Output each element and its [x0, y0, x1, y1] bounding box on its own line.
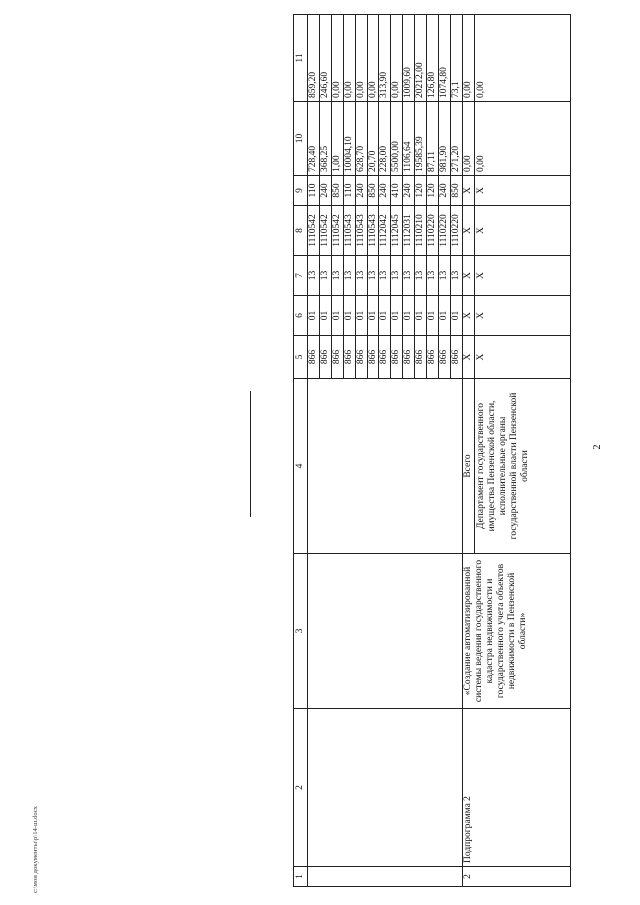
value-cell-col-11: 0,00 [462, 15, 474, 102]
value-cell-col-8: 1110542 [307, 206, 319, 256]
value-cell-col-6: X [462, 296, 474, 336]
value-cell-col-11: 20212,00 [415, 15, 427, 102]
value-cell-col-8: 1112031 [403, 206, 415, 256]
value-cell-col-7: 13 [343, 256, 355, 296]
value-cell-col-11: 246,60 [319, 15, 331, 102]
header-cell-4: 4 [294, 379, 308, 554]
value-cell-col-10: 728,40 [307, 102, 319, 176]
value-cell-col-6: 01 [439, 296, 451, 336]
value-cell-col-6: 01 [415, 296, 427, 336]
header-cell-9: 9 [294, 176, 308, 206]
value-cell-col-5: 866 [415, 336, 427, 379]
value-cell-col-8: X [474, 206, 570, 256]
value-cell-col-10: 87,11 [427, 102, 439, 176]
value-cell-col-6: 01 [379, 296, 391, 336]
header-cell-1: 1 [294, 867, 308, 887]
value-cell-col-8: 1110220 [450, 206, 462, 256]
value-cell-col-11: 859,20 [307, 15, 319, 102]
header-cell-11: 11 [294, 15, 308, 102]
value-cell-col-7: 13 [403, 256, 415, 296]
subprogram-name: Подпрограмма 2 [462, 709, 570, 867]
value-cell-col-7: X [462, 256, 474, 296]
budget-table [293, 14, 571, 887]
value-cell-col-9: 240 [319, 176, 331, 206]
value-cell-col-7: X [474, 256, 570, 296]
header-cell-3: 3 [294, 554, 308, 709]
value-cell-col-11: 1074,80 [439, 15, 451, 102]
value-cell-col-7: 13 [391, 256, 403, 296]
value-cell-col-10: 20,70 [367, 102, 379, 176]
value-cell-col-6: 01 [367, 296, 379, 336]
table-row [307, 15, 319, 887]
value-cell-col-11: 0,00 [391, 15, 403, 102]
value-cell-col-10: 0,00 [462, 102, 474, 176]
value-cell-col-5: 866 [367, 336, 379, 379]
value-cell-col-8: 1110220 [427, 206, 439, 256]
blank-cell [307, 709, 462, 867]
value-cell-col-11: 0,00 [355, 15, 367, 102]
value-cell-col-8: X [462, 206, 474, 256]
value-cell-col-9: 240 [379, 176, 391, 206]
value-cell-col-6: 01 [343, 296, 355, 336]
value-cell-col-7: 13 [319, 256, 331, 296]
value-cell-col-5: 866 [343, 336, 355, 379]
value-cell-col-9: 240 [355, 176, 367, 206]
value-cell-col-6: 01 [391, 296, 403, 336]
blank-cell [307, 379, 462, 554]
value-cell-col-7: 13 [367, 256, 379, 296]
value-cell-col-10: 228,00 [379, 102, 391, 176]
value-cell-col-6: 01 [355, 296, 367, 336]
value-cell-col-7: 13 [355, 256, 367, 296]
value-cell-col-5: 866 [403, 336, 415, 379]
value-cell-col-7: 13 [331, 256, 343, 296]
value-cell-col-8: 1110542 [319, 206, 331, 256]
value-cell-col-10: 271,20 [450, 102, 462, 176]
value-cell-col-8: 1112045 [391, 206, 403, 256]
header-cell-6: 6 [294, 296, 308, 336]
value-cell-col-5: 866 [391, 336, 403, 379]
value-cell-col-10: 19585,39 [415, 102, 427, 176]
value-cell-col-9: 110 [307, 176, 319, 206]
value-cell-col-5: 866 [331, 336, 343, 379]
value-cell-col-11: 0,00 [474, 15, 570, 102]
value-cell-col-11: 0,00 [343, 15, 355, 102]
value-cell-col-10: 1106,64 [403, 102, 415, 176]
value-cell-col-11: 73,1 [450, 15, 462, 102]
value-cell-col-9: X [462, 176, 474, 206]
value-cell-col-6: X [474, 296, 570, 336]
value-cell-col-10: 628,70 [355, 102, 367, 176]
value-cell-col-7: 13 [307, 256, 319, 296]
value-cell-col-10: 368,25 [319, 102, 331, 176]
value-cell-col-9: 120 [415, 176, 427, 206]
value-cell-col-7: 13 [427, 256, 439, 296]
value-cell-col-11: 0,00 [367, 15, 379, 102]
signature-line [250, 391, 251, 517]
page-number: 2 [592, 444, 603, 450]
subprogram-row [462, 15, 474, 887]
value-cell-col-6: 01 [450, 296, 462, 336]
value-cell-col-9: 120 [427, 176, 439, 206]
value-cell-col-8: 1112042 [379, 206, 391, 256]
header-cell-2: 2 [294, 709, 308, 867]
subprogram-number: 2 [462, 867, 570, 887]
value-cell-col-8: 1110543 [343, 206, 355, 256]
value-cell-col-9: 850 [450, 176, 462, 206]
value-cell-col-5: 866 [450, 336, 462, 379]
value-cell-col-6: 01 [427, 296, 439, 336]
header-cell-10: 10 [294, 102, 308, 176]
value-cell-col-5: 866 [439, 336, 451, 379]
value-cell-col-8: 1110543 [355, 206, 367, 256]
value-cell-col-11: 0,00 [331, 15, 343, 102]
value-cell-col-10: 10004,10 [343, 102, 355, 176]
value-cell-col-5: X [462, 336, 474, 379]
value-cell-col-5: 866 [355, 336, 367, 379]
value-cell-col-7: 13 [415, 256, 427, 296]
value-cell-col-9: 410 [391, 176, 403, 206]
value-cell-col-9: 110 [343, 176, 355, 206]
value-cell-col-5: X [474, 336, 570, 379]
header-row [294, 15, 308, 887]
file-path-footer: c:\мои документы\р\14-ш.docx [32, 805, 39, 893]
total-label: Всего [462, 379, 474, 554]
value-cell-col-5: 866 [307, 336, 319, 379]
value-cell-col-5: 866 [319, 336, 331, 379]
value-cell-col-8: 1110543 [367, 206, 379, 256]
value-cell-col-6: 01 [403, 296, 415, 336]
value-cell-col-6: 01 [307, 296, 319, 336]
value-cell-col-5: 866 [379, 336, 391, 379]
blank-cell [307, 867, 462, 887]
value-cell-col-9: 240 [439, 176, 451, 206]
value-cell-col-7: 13 [379, 256, 391, 296]
value-cell-col-9: 850 [367, 176, 379, 206]
value-cell-col-10: 0,00 [474, 102, 570, 176]
header-cell-5: 5 [294, 336, 308, 379]
value-cell-col-10: 1,00 [331, 102, 343, 176]
table-body [294, 15, 571, 887]
value-cell-col-10: 981,90 [439, 102, 451, 176]
header-cell-8: 8 [294, 206, 308, 256]
blank-cell [307, 554, 462, 709]
responsible-executor: Департамент государственного имущества Пензенской области, исполнительные органы государственной власти Пензенской области [474, 379, 570, 554]
value-cell-col-6: 01 [331, 296, 343, 336]
value-cell-col-11: 126,80 [427, 15, 439, 102]
value-cell-col-5: 866 [427, 336, 439, 379]
value-cell-col-9: 240 [403, 176, 415, 206]
value-cell-col-8: 1110542 [331, 206, 343, 256]
value-cell-col-8: 1110210 [415, 206, 427, 256]
header-cell-7: 7 [294, 256, 308, 296]
value-cell-col-11: 313,90 [379, 15, 391, 102]
value-cell-col-10: 5500,00 [391, 102, 403, 176]
value-cell-col-9: X [474, 176, 570, 206]
subprogram-title: «Создание автоматизированной системы ведения государственного кадастра недвижимости и государственного учета объектов недвижимости в Пензенской области» [462, 554, 570, 709]
value-cell-col-8: 1110220 [439, 206, 451, 256]
value-cell-col-7: 13 [439, 256, 451, 296]
value-cell-col-9: 850 [331, 176, 343, 206]
value-cell-col-11: 1009,60 [403, 15, 415, 102]
value-cell-col-7: 13 [450, 256, 462, 296]
value-cell-col-6: 01 [319, 296, 331, 336]
